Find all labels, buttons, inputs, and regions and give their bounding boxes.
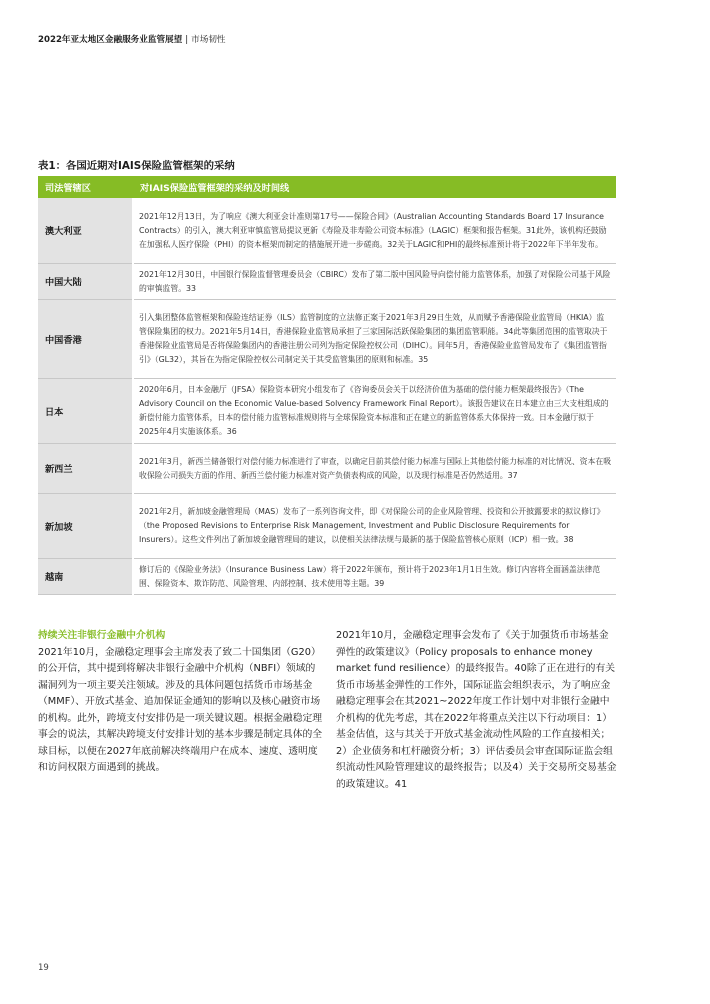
table-row bbox=[38, 299, 616, 378]
adoption-cell: 2021年2月，新加坡金融管理局（MAS）发布了一系列咨询文件，即《对保险公司的企业风险管理、投资和公开披露要求的拟议修订》（the Proposed Revisions to Enterprise Risk Management, Investment and Public Disclosure Requirements for Insurers）。这些文件列出了新加坡金融管理局的建议，以使相关法律法规与最新的基于保险监管核心原则（ICP）相一致。38 bbox=[133, 493, 616, 558]
jurisdiction-cell: 日本 bbox=[38, 378, 133, 443]
table-header-row bbox=[38, 176, 616, 198]
adoption-cell: 2020年6月，日本金融厅（JFSA）保险资本研究小组发布了《咨询委员会关于以经济价值为基础的偿付能力框架最终报告》（The Advisory Council on the Economic Value-based Solvency Framework Final Report）。该报告建议在日本建立由三大支柱组成的新偿付能力监管体系，日本的偿付能力监管标准规则将与全球保险资本标准和正在建立的新监管体系大体保持一致。日本金融厅拟于2025年4月实施该体系。36 bbox=[133, 378, 616, 443]
publication-title: 2022年亚太地区金融服务业监管展望 bbox=[38, 35, 183, 45]
page-number: 19 bbox=[38, 963, 49, 973]
col-header-jurisdiction: 司法管辖区 bbox=[38, 176, 133, 198]
col-header-adoption: 对IAIS保险监管框架的采纳及时间线 bbox=[133, 176, 616, 198]
table-row bbox=[38, 198, 616, 263]
page-header bbox=[38, 33, 226, 45]
table-row bbox=[38, 558, 616, 594]
section-heading: 持续关注非银行金融中介机构 bbox=[38, 630, 166, 641]
regulatory-table bbox=[38, 176, 616, 595]
table-row bbox=[38, 378, 616, 443]
section-title: 市场韧性 bbox=[191, 35, 226, 45]
adoption-cell: 引入集团整体监管框架和保险连结证券（ILS）监管制度的立法修正案于2021年3月29日生效，从而赋予香港保险业监管局（HKIA）监管保险集团的权力。2021年5月14日，香港保险业监管局承担了三家国际活跃保险集团的集团监管职能。34此等集团范围的监管取决于香港保险业监管局是否将保险集团内的香港注册公司列为指定保险控权公司（DIHC）。同年5月，香港保险业监管局发布了《集团监管指引》（GL32），其旨在为指定保险控权公司制定关于其受监管集团的原则和标准。35 bbox=[133, 299, 616, 378]
table-title: 表1：各国近期对IAIS保险监管框架的采纳 bbox=[38, 160, 235, 172]
jurisdiction-cell: 新西兰 bbox=[38, 443, 133, 493]
table-row bbox=[38, 493, 616, 558]
table-row bbox=[38, 263, 616, 299]
jurisdiction-cell: 中国大陆 bbox=[38, 263, 133, 299]
table-row bbox=[38, 443, 616, 493]
left-body-text: 2021年10月，金融稳定理事会主席发表了致二十国集团（G20）的公开信，其中提到将解决非银行金融中介机构（NBFI）领域的漏洞列为一项主要关注领域。涉及的具体问题包括货币市场基金（MMF）、开放式基金、追加保证金通知的影响以及核心融资市场的机构。此外，跨境支付安排仍是一项关键议题。根据金融稳定理事会的说法，其解决跨境支付安排计划的基本步骤是制定具体的全球目标，以便在2027年底前解决终端用户在成本、速度、透明度和访问权限方面遇到的挑战。 bbox=[38, 646, 323, 773]
adoption-cell: 2021年12月30日，中国银行保险监督管理委员会（CBIRC）发布了第二版中国风险导向偿付能力监管体系，加强了对保险公司基于风险的审慎监管。33 bbox=[133, 263, 616, 299]
jurisdiction-cell: 越南 bbox=[38, 558, 133, 594]
jurisdiction-cell: 澳大利亚 bbox=[38, 198, 133, 263]
header-separator: | bbox=[185, 35, 189, 45]
adoption-cell: 2021年12月13日，为了响应《澳大利亚会计准则第17号——保险合同》（Australian Accounting Standards Board 17 Insurance Contracts）的引入，澳大利亚审慎监管局提议更新《寿险及非寿险公司资本标准》（LAGIC）框架和报告框架。31此外，该机构还鼓励在加强私人医疗保险（PHI）的资本框架而制定的措施展开进一步磋商。32关于LAGIC和PHI的最终标准预计将于2022年下半年发布。 bbox=[133, 198, 616, 263]
jurisdiction-cell: 新加坡 bbox=[38, 493, 133, 558]
jurisdiction-cell: 中国香港 bbox=[38, 299, 133, 378]
adoption-cell: 2021年3月，新西兰储备银行对偿付能力标准进行了审查，以确定目前其偿付能力标准与国际上其他偿付能力标准的对比情况、资本在吸收保险公司损失方面的作用、新西兰偿付能力标准对资产负债表构成的风险，以及现行标准是否仍然适用。37 bbox=[133, 443, 616, 493]
right-body-text: 2021年10月，金融稳定理事会发布了《关于加强货币市场基金弹性的政策建议》（Policy proposals to enhance money market fund resilience）的最终报告。40除了正在进行的有关货币市场基金弹性的工作外，国际证监会组织表示，为了响应金融稳定理事会在其2021~2022年度工作计划中对非银行金融中介机构的优先考虑，其在2022年将重点关注以下行动项目：1）基金估值，这与其关于开放式基金流动性风险的工作直接相关；2）企业债务和杠杆融资分析；3）评估委员会审查国际证监会组织流动性风险管理建议的最终报告；以及4）关于交易所交易基金的政策建议。41 bbox=[336, 630, 617, 790]
left-column bbox=[38, 628, 324, 777]
adoption-cell: 修订后的《保险业务法》（Insurance Business Law）将于2022年颁布，预计将于2023年1月1日生效。修订内容将全面涵盖法律范围、保险资本、欺诈防范、风险管理、内部控制、技术使用等主题。39 bbox=[133, 558, 616, 594]
